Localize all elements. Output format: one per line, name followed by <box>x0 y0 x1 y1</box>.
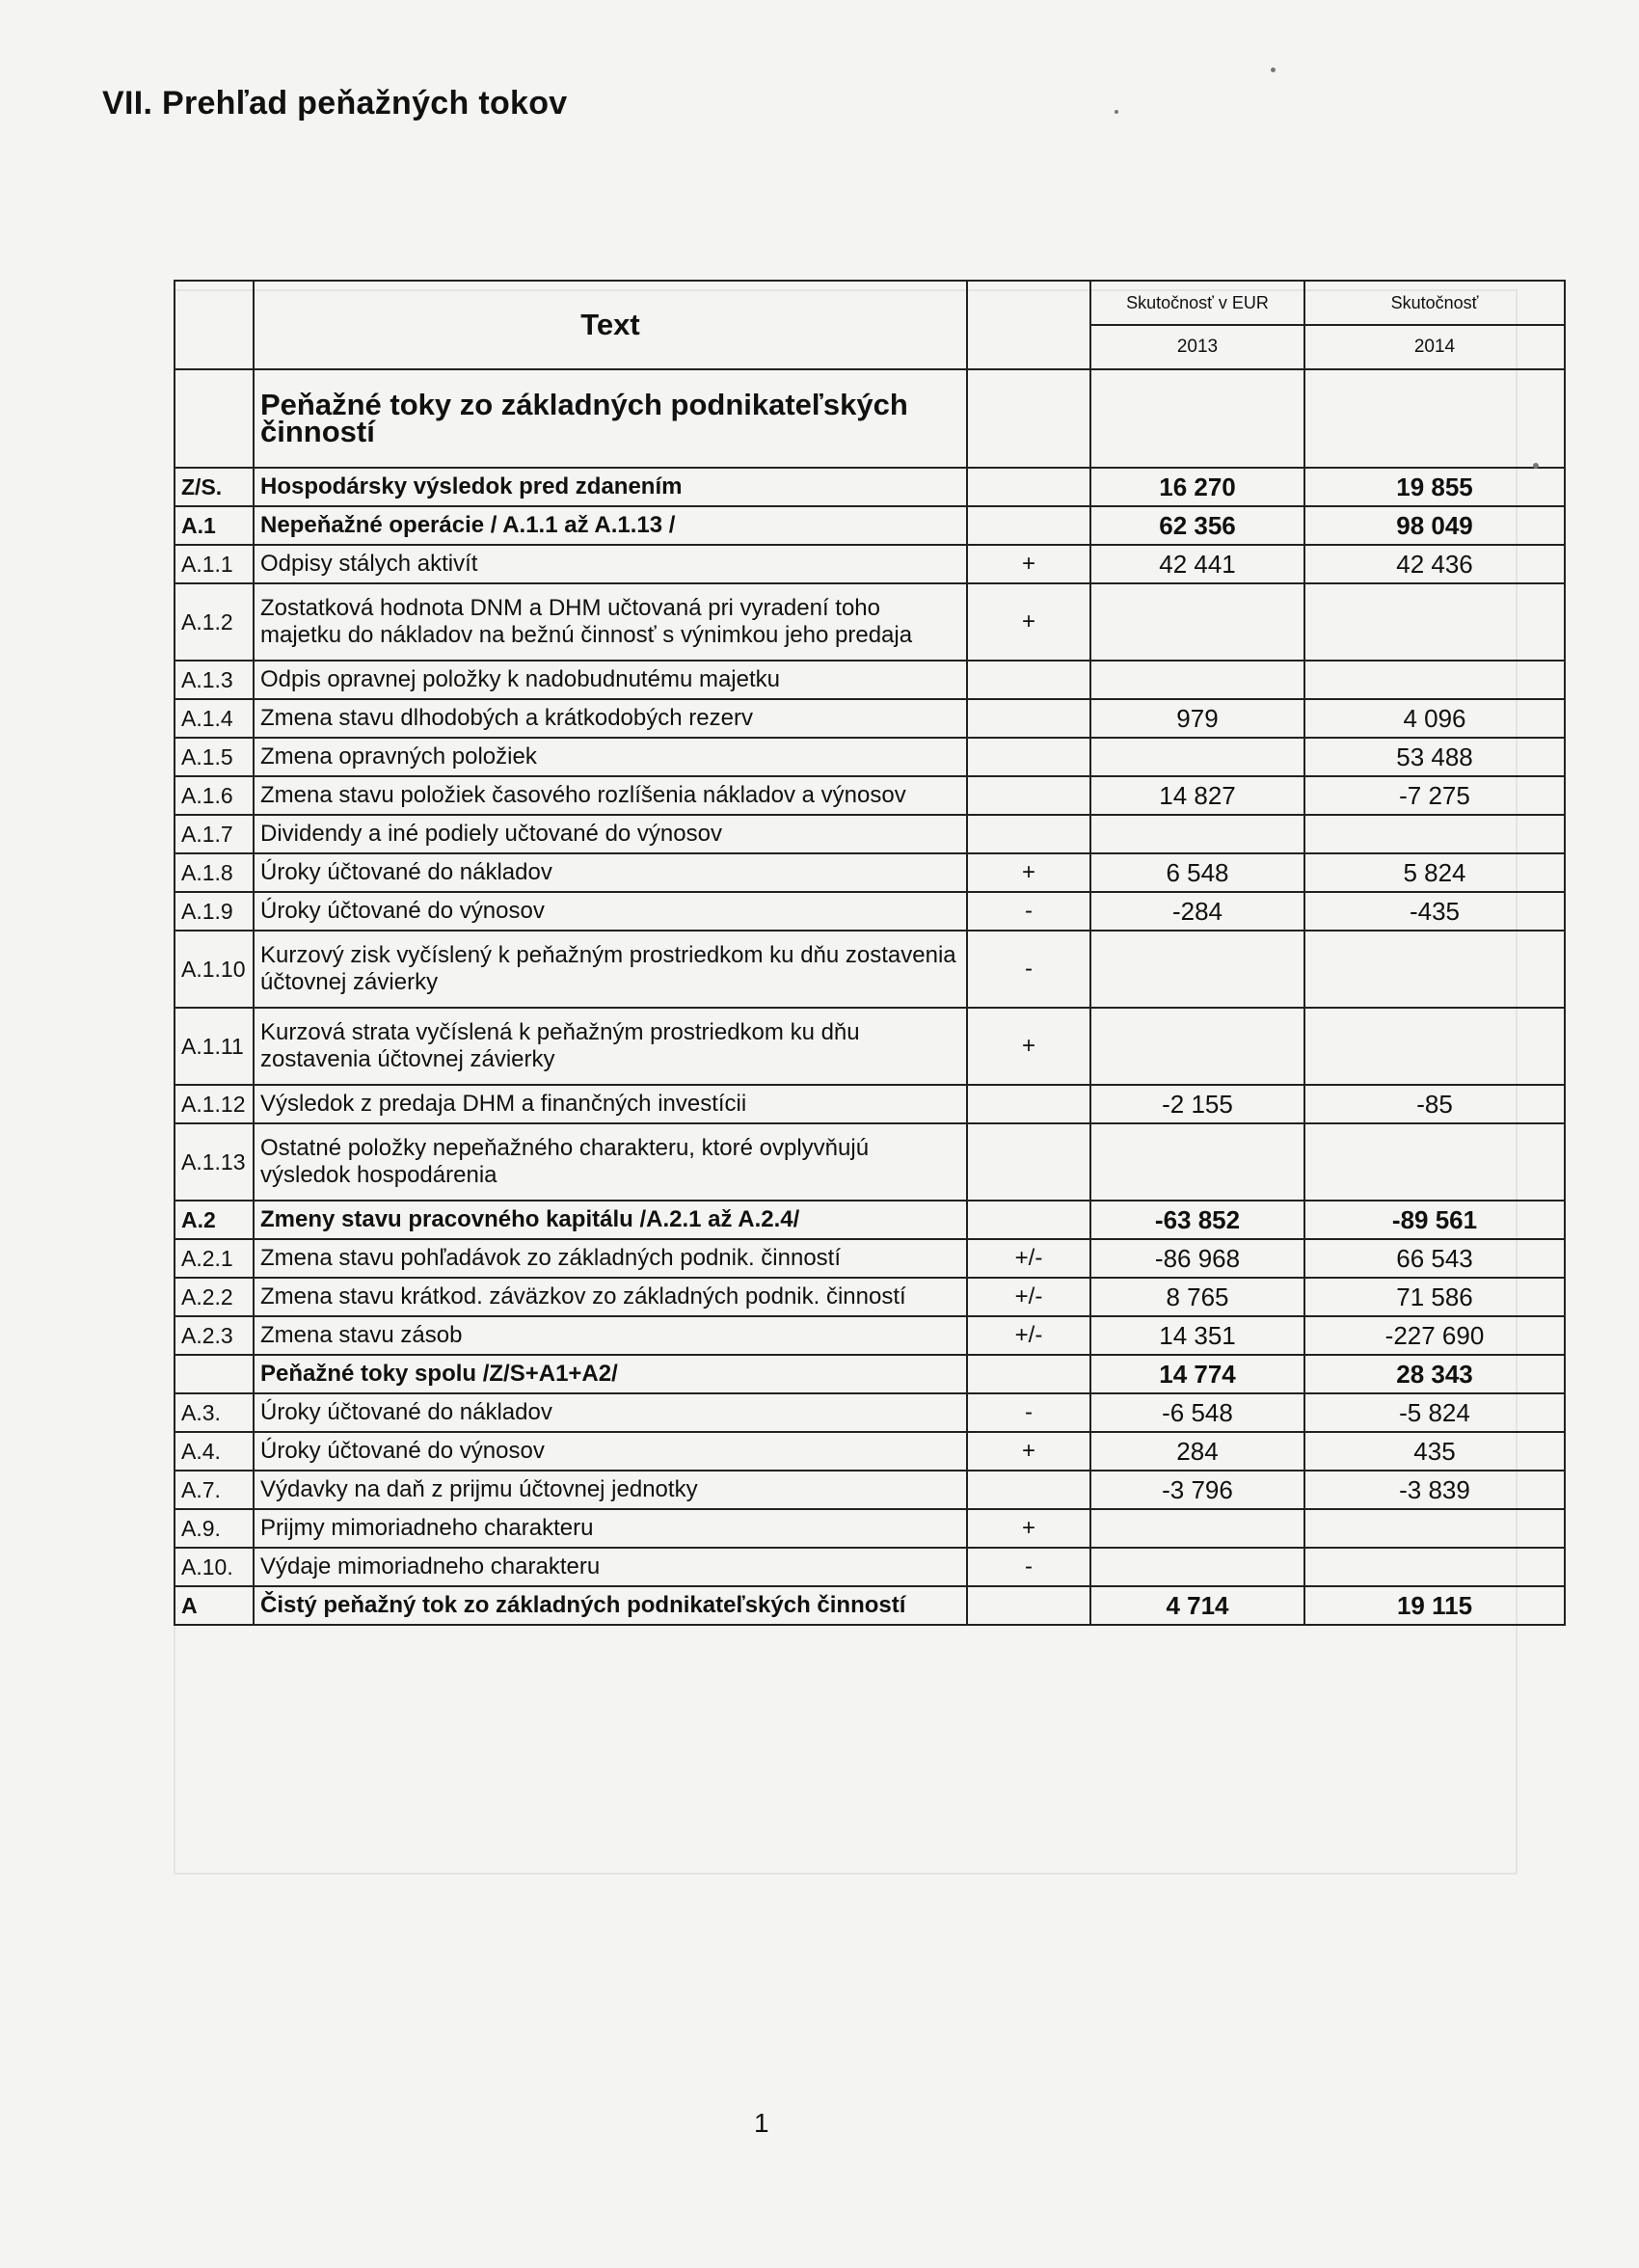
row-code: A.4. <box>175 1432 254 1471</box>
row-code: A.1.5 <box>175 738 254 776</box>
table-row <box>175 468 1565 506</box>
table-row <box>175 506 1565 545</box>
row-sign <box>967 1586 1090 1625</box>
table-row <box>175 1008 1565 1085</box>
row-value-2014 <box>1304 1008 1565 1085</box>
row-value-2014 <box>1304 1548 1565 1586</box>
section-sign-cell <box>967 369 1090 468</box>
table-row <box>175 1586 1565 1625</box>
header-col-2013: Skutočnosť v EUR <box>1090 281 1304 325</box>
section-title: Peňažné toky zo základných podnikateľských činností <box>254 369 967 468</box>
row-value-2013 <box>1090 1123 1304 1201</box>
row-code: A.1.12 <box>175 1085 254 1123</box>
header-row-top <box>175 281 1565 325</box>
row-value-2013 <box>1090 583 1304 661</box>
row-text: Zmena stavu zásob <box>254 1316 967 1355</box>
row-value-2014: 53 488 <box>1304 738 1565 776</box>
row-text: Výdavky na daň z prijmu účtovnej jednotky <box>254 1471 967 1509</box>
row-value-2014: 66 543 <box>1304 1239 1565 1278</box>
row-value-2014: -89 561 <box>1304 1201 1565 1239</box>
row-code: A <box>175 1586 254 1625</box>
row-sign: - <box>967 892 1090 931</box>
row-text: Zostatková hodnota DNM a DHM učtovaná pri vyradení toho majetku do nákladov na bežnú činnosť s výnimkou jeho predaja <box>254 583 967 661</box>
row-text: Zmena opravných položiek <box>254 738 967 776</box>
table-row <box>175 1471 1565 1509</box>
row-sign <box>967 776 1090 815</box>
row-sign: + <box>967 545 1090 583</box>
table-row <box>175 1548 1565 1586</box>
row-text: Dividendy a iné podiely učtované do výnosov <box>254 815 967 853</box>
row-text: Úroky účtované do výnosov <box>254 892 967 931</box>
row-code: A.1.3 <box>175 661 254 699</box>
row-code: A.2.2 <box>175 1278 254 1316</box>
row-sign: +/- <box>967 1316 1090 1355</box>
row-value-2013: 62 356 <box>1090 506 1304 545</box>
table-row <box>175 583 1565 661</box>
row-code: A.3. <box>175 1393 254 1432</box>
header-text-label: Text <box>254 281 967 369</box>
row-value-2013 <box>1090 1008 1304 1085</box>
row-sign <box>967 738 1090 776</box>
scan-speck <box>1271 68 1276 72</box>
row-value-2013: 284 <box>1090 1432 1304 1471</box>
row-value-2013 <box>1090 738 1304 776</box>
row-sign: + <box>967 583 1090 661</box>
table-row <box>175 1123 1565 1201</box>
row-value-2014: 4 096 <box>1304 699 1565 738</box>
row-value-2013: 4 714 <box>1090 1586 1304 1625</box>
row-text: Zmeny stavu pracovného kapitálu /A.2.1 až A.2.4/ <box>254 1201 967 1239</box>
table-row <box>175 1085 1565 1123</box>
row-text: Odpis opravnej položky k nadobudnutému majetku <box>254 661 967 699</box>
row-sign: - <box>967 1393 1090 1432</box>
section-code-cell <box>175 369 254 468</box>
row-code: Z/S. <box>175 468 254 506</box>
row-code: A.1.2 <box>175 583 254 661</box>
row-text: Hospodársky výsledok pred zdanením <box>254 468 967 506</box>
row-sign: + <box>967 853 1090 892</box>
scan-speck <box>1533 463 1539 469</box>
row-sign <box>967 699 1090 738</box>
row-code: A.1.6 <box>175 776 254 815</box>
row-text: Nepeňažné operácie / A.1.1 až A.1.13 / <box>254 506 967 545</box>
row-sign <box>967 1355 1090 1393</box>
row-code: A.9. <box>175 1509 254 1548</box>
table-row <box>175 699 1565 738</box>
row-value-2014 <box>1304 815 1565 853</box>
row-value-2014: -435 <box>1304 892 1565 931</box>
row-value-2014: 98 049 <box>1304 506 1565 545</box>
row-sign: +/- <box>967 1278 1090 1316</box>
row-code: A.10. <box>175 1548 254 1586</box>
row-value-2014 <box>1304 931 1565 1008</box>
row-code: A.1.8 <box>175 853 254 892</box>
row-sign <box>967 506 1090 545</box>
table-row <box>175 1201 1565 1239</box>
row-value-2013: 6 548 <box>1090 853 1304 892</box>
row-value-2013: 42 441 <box>1090 545 1304 583</box>
table-row <box>175 815 1565 853</box>
row-text: Zmena stavu dlhodobých a krátkodobých rezerv <box>254 699 967 738</box>
table-row <box>175 776 1565 815</box>
row-value-2013: -6 548 <box>1090 1393 1304 1432</box>
row-value-2013: 16 270 <box>1090 468 1304 506</box>
row-value-2013: 8 765 <box>1090 1278 1304 1316</box>
row-code: A.1.11 <box>175 1008 254 1085</box>
row-sign <box>967 661 1090 699</box>
row-value-2014 <box>1304 1123 1565 1201</box>
table-row <box>175 1316 1565 1355</box>
row-code: A.1.7 <box>175 815 254 853</box>
section-title-row <box>175 369 1565 468</box>
page-number: 1 <box>754 2108 769 2138</box>
row-text: Úroky účtované do výnosov <box>254 1432 967 1471</box>
row-value-2013: 14 351 <box>1090 1316 1304 1355</box>
row-value-2013 <box>1090 1548 1304 1586</box>
row-sign <box>967 1123 1090 1201</box>
row-sign: + <box>967 1509 1090 1548</box>
row-value-2013: 14 827 <box>1090 776 1304 815</box>
row-code: A.1 <box>175 506 254 545</box>
row-value-2013: -284 <box>1090 892 1304 931</box>
cash-flow-table <box>174 280 1566 1626</box>
header-col-2014: Skutočnosť <box>1304 281 1565 325</box>
row-sign: + <box>967 1432 1090 1471</box>
table-row <box>175 1239 1565 1278</box>
row-value-2014: 19 855 <box>1304 468 1565 506</box>
table-row <box>175 545 1565 583</box>
row-sign <box>967 1085 1090 1123</box>
table-row <box>175 738 1565 776</box>
row-sign <box>967 1201 1090 1239</box>
row-value-2014: -7 275 <box>1304 776 1565 815</box>
row-text: Zmena stavu položiek časového rozlíšenia nákladov a výnosov <box>254 776 967 815</box>
table-row <box>175 892 1565 931</box>
row-value-2014: 28 343 <box>1304 1355 1565 1393</box>
row-code: A.2 <box>175 1201 254 1239</box>
row-value-2014: -227 690 <box>1304 1316 1565 1355</box>
row-value-2014 <box>1304 583 1565 661</box>
row-text: Výsledok z predaja DHM a finančných investícii <box>254 1085 967 1123</box>
row-value-2014: -5 824 <box>1304 1393 1565 1432</box>
row-value-2013: -3 796 <box>1090 1471 1304 1509</box>
section-v2014-cell <box>1304 369 1565 468</box>
row-value-2014: 435 <box>1304 1432 1565 1471</box>
row-value-2014: 42 436 <box>1304 545 1565 583</box>
page-title: VII. Prehľad peňažných tokov <box>102 85 568 122</box>
row-sign <box>967 815 1090 853</box>
section-v2013-cell <box>1090 369 1304 468</box>
row-text: Prijmy mimoriadneho charakteru <box>254 1509 967 1548</box>
header-code-cell <box>175 281 254 369</box>
row-text: Čistý peňažný tok zo základných podnikateľských činností <box>254 1586 967 1625</box>
row-value-2013: -86 968 <box>1090 1239 1304 1278</box>
row-text: Úroky účtované do nákladov <box>254 1393 967 1432</box>
table-row <box>175 1355 1565 1393</box>
row-code: A.1.1 <box>175 545 254 583</box>
row-text: Kurzový zisk vyčíslený k peňažným prostriedkom ku dňu zostavenia účtovnej závierky <box>254 931 967 1008</box>
table-row <box>175 1509 1565 1548</box>
row-code: A.1.10 <box>175 931 254 1008</box>
row-value-2014: -85 <box>1304 1085 1565 1123</box>
table-row <box>175 853 1565 892</box>
row-value-2014: -3 839 <box>1304 1471 1565 1509</box>
row-value-2014: 71 586 <box>1304 1278 1565 1316</box>
row-value-2014: 5 824 <box>1304 853 1565 892</box>
row-value-2013 <box>1090 931 1304 1008</box>
table-row <box>175 1278 1565 1316</box>
row-value-2013: -2 155 <box>1090 1085 1304 1123</box>
row-value-2014 <box>1304 661 1565 699</box>
row-text: Zmena stavu pohľadávok zo základných podnik. činností <box>254 1239 967 1278</box>
header-year-2013: 2013 <box>1090 325 1304 369</box>
row-text: Zmena stavu krátkod. záväzkov zo základných podnik. činností <box>254 1278 967 1316</box>
row-value-2013: 979 <box>1090 699 1304 738</box>
table-row <box>175 931 1565 1008</box>
row-value-2013: -63 852 <box>1090 1201 1304 1239</box>
header-year-2014: 2014 <box>1304 325 1565 369</box>
row-value-2013 <box>1090 815 1304 853</box>
row-code <box>175 1355 254 1393</box>
row-value-2013 <box>1090 661 1304 699</box>
row-text: Peňažné toky spolu /Z/S+A1+A2/ <box>254 1355 967 1393</box>
table-row <box>175 1393 1565 1432</box>
row-text: Ostatné položky nepeňažného charakteru, ktoré ovplyvňujú výsledok hospodárenia <box>254 1123 967 1201</box>
row-text: Odpisy stálych aktivít <box>254 545 967 583</box>
row-value-2013: 14 774 <box>1090 1355 1304 1393</box>
table-row <box>175 661 1565 699</box>
row-sign <box>967 468 1090 506</box>
row-sign: - <box>967 1548 1090 1586</box>
row-value-2013 <box>1090 1509 1304 1548</box>
row-sign: + <box>967 1008 1090 1085</box>
row-code: A.1.9 <box>175 892 254 931</box>
scan-speck <box>1115 110 1118 114</box>
row-value-2014: 19 115 <box>1304 1586 1565 1625</box>
header-sign-cell <box>967 281 1090 369</box>
row-value-2014 <box>1304 1509 1565 1548</box>
row-sign <box>967 1471 1090 1509</box>
row-sign: +/- <box>967 1239 1090 1278</box>
row-code: A.7. <box>175 1471 254 1509</box>
row-code: A.2.3 <box>175 1316 254 1355</box>
row-text: Úroky účtované do nákladov <box>254 853 967 892</box>
row-code: A.1.13 <box>175 1123 254 1201</box>
row-sign: - <box>967 931 1090 1008</box>
row-code: A.1.4 <box>175 699 254 738</box>
table-row <box>175 1432 1565 1471</box>
row-text: Výdaje mimoriadneho charakteru <box>254 1548 967 1586</box>
row-text: Kurzová strata vyčíslená k peňažným prostriedkom ku dňu zostavenia účtovnej závierky <box>254 1008 967 1085</box>
row-code: A.2.1 <box>175 1239 254 1278</box>
